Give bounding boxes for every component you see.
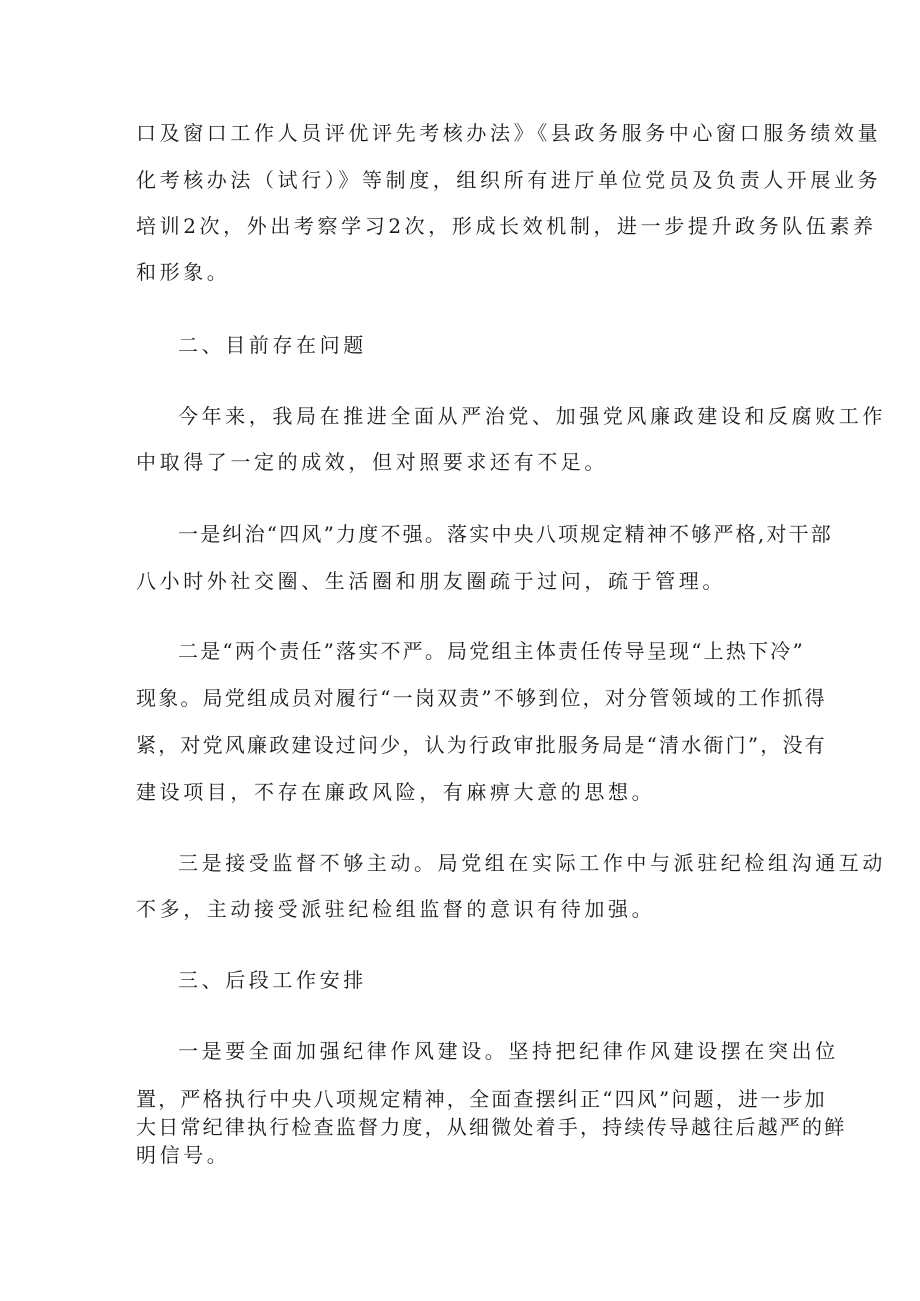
paragraph-line: 现象。局党组成员对履行“一岗双责”不够到位，对分管领域的工作抓得	[136, 686, 827, 710]
section-heading: 二、目前存在问题	[178, 333, 367, 357]
paragraph-line: 八小时外社交圈、生活圈和朋友圈疏于过问，疏于管理。	[136, 569, 726, 593]
paragraph-line: 今年来，我局在推进全面从严治党、加强党风廉政建设和反腐败工作	[178, 404, 886, 428]
paragraph-line: 不多，主动接受派驻纪检组监督的意识有待加强。	[136, 897, 656, 921]
paragraph-line: 和形象。	[136, 260, 231, 284]
paragraph-line: 二是“两个责任”落实不严。局党组主体责任传导呈现“上热下冷”	[178, 639, 805, 663]
paragraph-line: 一是纠治“四风”力度不强。落实中央八项规定精神不够严格,对干部	[178, 522, 834, 546]
paragraph-line: 大日常纪律执行检查监督力度，从细微处着手，持续传导越往后越严的鲜	[136, 1115, 847, 1139]
section-heading: 三、后段工作安排	[178, 968, 367, 992]
paragraph-line: 一是要全面加强纪律作风建设。坚持把纪律作风建设摆在突出位	[178, 1039, 839, 1063]
paragraph-line: 口及窗口工作人员评优评先考核办法》《县政务服务中心窗口服务绩效量	[136, 121, 882, 145]
paragraph-line: 化考核办法（试行）》等制度，组织所有进厅单位党员及负责人开展业务	[136, 168, 882, 192]
paragraph-line: 建设项目，不存在廉政风险，有麻痹大意的思想。	[136, 780, 656, 804]
paragraph-line: 三是接受监督不够主动。局党组在实际工作中与派驻纪检组沟通互动	[178, 851, 886, 875]
paragraph-line: 培训2次，外出考察学习2次，形成长效机制，进一步提升政务队伍素养	[136, 214, 877, 238]
paragraph-line: 置，严格执行中央八项规定精神，全面查摆纠正“四风”问题，进一步加	[136, 1087, 827, 1111]
paragraph-line: 中取得了一定的成效，但对照要求还有不足。	[136, 450, 608, 474]
paragraph-line: 明信号。	[136, 1143, 231, 1167]
paragraph-line: 紧，对党风廉政建设过问少，认为行政审批服务局是“清水衙门”，没有	[136, 733, 827, 757]
